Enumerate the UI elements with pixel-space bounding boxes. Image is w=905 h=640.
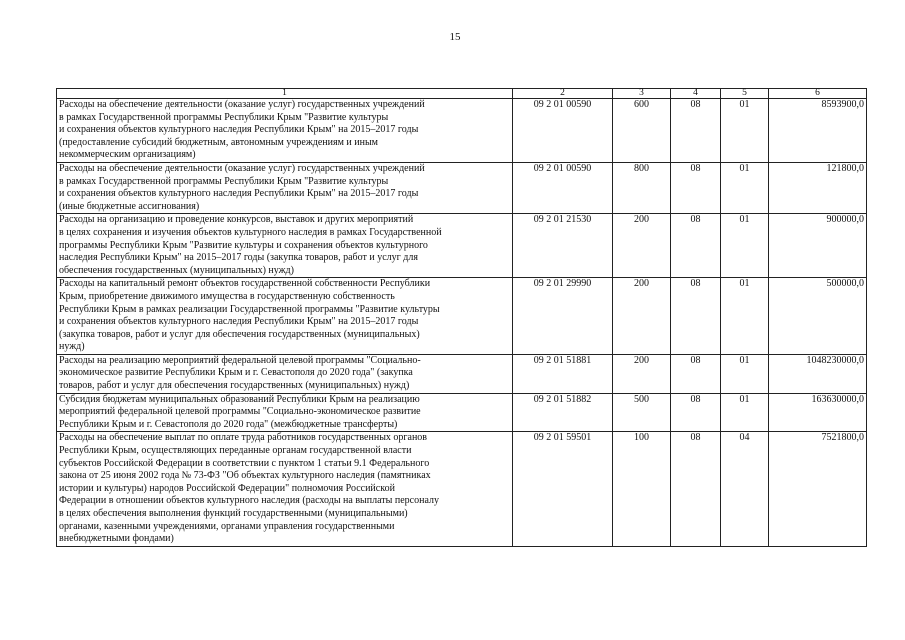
column-header-amount: 6 [769, 89, 867, 99]
row-code: 09 2 01 51881 [513, 354, 613, 393]
row-subsection: 01 [721, 162, 769, 213]
page-number: 15 [449, 31, 461, 43]
row-section: 08 [671, 432, 721, 546]
row-expense-type: 200 [613, 278, 671, 355]
row-amount: 900000,0 [769, 214, 867, 278]
table-row [57, 99, 867, 163]
row-expense-type: 800 [613, 162, 671, 213]
row-section: 08 [671, 162, 721, 213]
table-row [57, 354, 867, 393]
row-description: Расходы на реализацию мероприятий федеральной целевой программы "Социально- экономическое развитие Республики Крым и г. Севастополя до 2020 года" (закупка товаров, работ и услуг для обеспечения государственных (муниципальных) нужд) [57, 354, 513, 393]
row-subsection: 01 [721, 393, 769, 432]
row-code: 09 2 01 00590 [513, 162, 613, 213]
row-section: 08 [671, 278, 721, 355]
row-description: Субсидия бюджетам муниципальных образований Республики Крым на реализацию мероприятий федеральной целевой программы "Социально-экономическое развитие Республики Крым и г. Севастополя до 2020 года" (межбюджетные трансферты) [57, 393, 513, 432]
row-code: 09 2 01 21530 [513, 214, 613, 278]
row-section: 08 [671, 99, 721, 163]
table-row [57, 432, 867, 546]
row-amount: 121800,0 [769, 162, 867, 213]
row-subsection: 01 [721, 354, 769, 393]
row-expense-type: 200 [613, 214, 671, 278]
table-row [57, 214, 867, 278]
header-row [57, 89, 867, 99]
table-row [57, 278, 867, 355]
row-code: 09 2 01 29990 [513, 278, 613, 355]
column-header-description: 1 [57, 89, 513, 99]
table-row [57, 393, 867, 432]
row-subsection: 01 [721, 99, 769, 163]
row-subsection: 01 [721, 214, 769, 278]
row-amount: 8593900,0 [769, 99, 867, 163]
row-amount: 500000,0 [769, 278, 867, 355]
row-amount: 163630000,0 [769, 393, 867, 432]
row-section: 08 [671, 354, 721, 393]
table-row [57, 162, 867, 213]
row-code: 09 2 01 51882 [513, 393, 613, 432]
column-header-subsection: 5 [721, 89, 769, 99]
column-header-code: 2 [513, 89, 613, 99]
row-section: 08 [671, 214, 721, 278]
row-expense-type: 100 [613, 432, 671, 546]
column-header-expense-type: 3 [613, 89, 671, 99]
row-subsection: 04 [721, 432, 769, 546]
row-description: Расходы на организацию и проведение конкурсов, выставок и других мероприятий в целях сохранения и изучения объектов культурного наследия в рамках Государственной программы Республики Крым "Развитие культуры и сохранения объектов культурного наследия Республики Крым" на 2015–2017 годы (закупка товаров, работ и услуг для обеспечения государственных (муниципальных) нужд) [57, 214, 513, 278]
row-description: Расходы на обеспечение деятельности (оказание услуг) государственных учреждений в рамках Государственной программы Республики Крым "Развитие культуры и сохранения объектов культурного наследия Республики Крым" на 2015–2017 годы (предоставление субсидий бюджетным, автономным учреждениям и иным некоммерческим организациям) [57, 99, 513, 163]
row-description: Расходы на обеспечение деятельности (оказание услуг) государственных учреждений в рамках Государственной программы Республики Крым "Развитие культуры и сохранения объектов культурного наследия Республики Крым" на 2015–2017 годы (иные бюджетные ассигнования) [57, 162, 513, 213]
row-amount: 1048230000,0 [769, 354, 867, 393]
row-amount: 7521800,0 [769, 432, 867, 546]
row-description: Расходы на обеспечение выплат по оплате труда работников государственных органов Республики Крым, осуществляющих переданные органам государственной власти субъектов Российской Федерации в соответствии с пунктом 1 статьи 9.1 Федерального закона от 25 июня 2002 года № 73-ФЗ "Об объектах культурного наследия (памятниках истории и культуры) народов Российской Федерации" полномочия Российской Федерации в отношении объектов культурного наследия (расходы на выплаты персоналу в целях обеспечения выполнения функций государственными (муниципальными) органами, казенными учреждениями, органами управления государственными внебюджетными фондами) [57, 432, 513, 546]
row-expense-type: 600 [613, 99, 671, 163]
row-subsection: 01 [721, 278, 769, 355]
row-description: Расходы на капитальный ремонт объектов государственной собственности Республики Крым, приобретение движимого имущества в государственную собственность Республики Крым в рамках реализации Государственной программы "Развитие культуры и сохранения объектов культурного наследия Республики Крым" на 2015–2017 годы (закупка товаров, работ и услуг для обеспечения государственных (муниципальных) нужд) [57, 278, 513, 355]
row-expense-type: 500 [613, 393, 671, 432]
row-code: 09 2 01 59501 [513, 432, 613, 546]
row-section: 08 [671, 393, 721, 432]
budget-table [56, 88, 867, 547]
row-expense-type: 200 [613, 354, 671, 393]
row-code: 09 2 01 00590 [513, 99, 613, 163]
column-header-section: 4 [671, 89, 721, 99]
